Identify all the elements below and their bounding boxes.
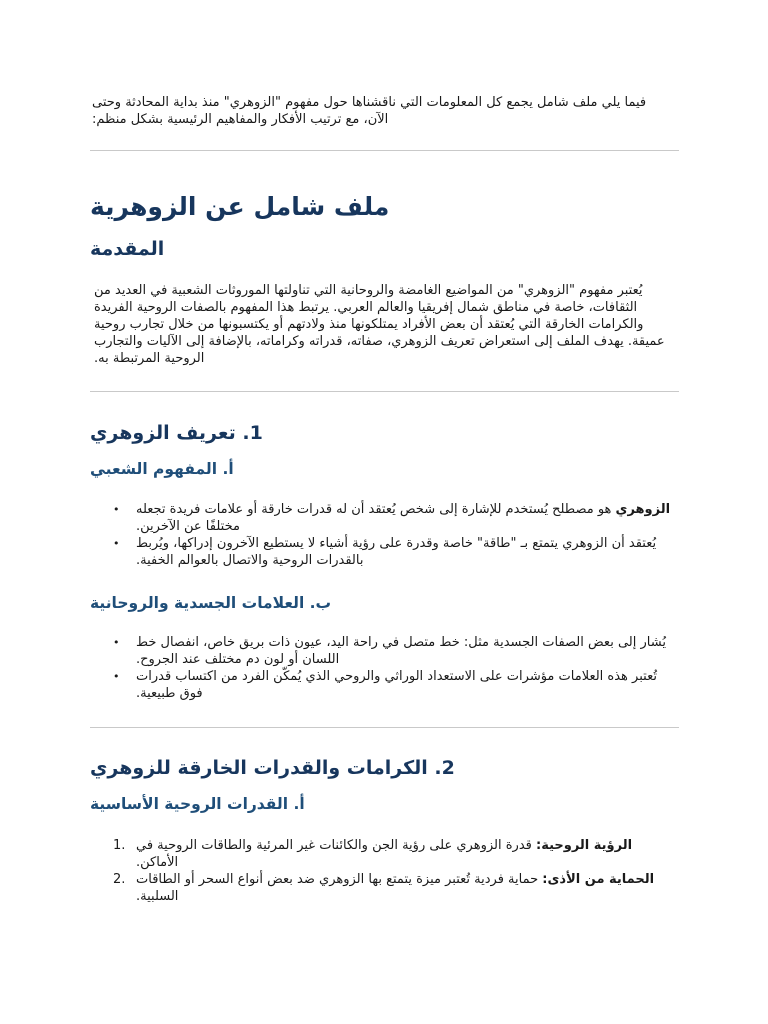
list-item-text bbox=[136, 668, 678, 702]
list-item-text bbox=[136, 535, 678, 569]
list-item-text bbox=[136, 871, 678, 905]
list-item-body: يُشار إلى بعض الصفات الجسدية مثل: خط متصل في راحة اليد، عيون ذات بريق خاص، انفصال خط اللسان أو لون دم مختلف عند الجروح. bbox=[136, 635, 666, 667]
divider bbox=[90, 391, 679, 392]
document-title: ملف شامل عن الزوهرية bbox=[90, 192, 390, 221]
bullet-icon: • bbox=[113, 636, 120, 649]
list-number: 1. bbox=[113, 838, 126, 853]
section-1b-list bbox=[113, 634, 678, 702]
section-2-heading: 2. الكرامات والقدرات الخارقة للزوهري bbox=[90, 757, 455, 779]
divider bbox=[90, 727, 679, 728]
list-item-body: هو مصطلح يُستخدم للإشارة إلى شخص يُعتقد أن له قدرات خارقة أو علامات فريدة تجعله مختلفًا عن الآخرين. bbox=[136, 502, 616, 534]
bullet-icon: • bbox=[113, 537, 120, 550]
list-item-text bbox=[136, 501, 678, 535]
section-1a-list bbox=[113, 501, 678, 569]
section-2a-heading: أ. القدرات الروحية الأساسية bbox=[90, 795, 305, 813]
section-1-heading: 1. تعريف الزوهري bbox=[90, 422, 263, 444]
list-item-bold: الزوهري bbox=[615, 502, 671, 517]
section-2a-list bbox=[113, 837, 678, 905]
list-item-bold: الحماية من الأذى: bbox=[542, 872, 655, 887]
introduction-heading: المقدمة bbox=[90, 238, 165, 260]
list-number: 2. bbox=[113, 872, 126, 887]
divider bbox=[90, 150, 679, 151]
list-item bbox=[113, 871, 678, 905]
list-item-body: تُعتبر هذه العلامات مؤشرات على الاستعداد الوراثي والروحي الذي يُمكّن الفرد من اكتساب قدرات فوق طبيعية. bbox=[136, 669, 657, 701]
list-item-text bbox=[136, 837, 678, 871]
list-item bbox=[113, 535, 678, 569]
list-item bbox=[113, 837, 678, 871]
list-item bbox=[113, 668, 678, 702]
introduction-paragraph: يُعتبر مفهوم "الزوهري" من المواضيع الغامضة والروحانية التي تناولتها الموروثات الشعبية في العديد من الثقافات، خاصة في مناطق شمال إفريقيا والعالم العربي. يرتبط هذا المفهوم بالصفات الروحية الفريدة والكرامات الخارقة التي يُعتقد أن بعض الأفراد يمتلكونها منذ ولادتهم أو يكتسبونها من خلال تجارب روحية عميقة. يهدف الملف إلى استعراض تعريف الزوهري، صفاته، قدراته وكراماته، بالإضافة إلى الآليات والتجارب الروحية المرتبطة به. bbox=[94, 283, 665, 366]
list-item bbox=[113, 634, 678, 668]
section-1a-heading: أ. المفهوم الشعبي bbox=[90, 460, 234, 478]
list-item-text bbox=[136, 634, 678, 668]
list-item-body: يُعتقد أن الزوهري يتمتع بـ "طاقة" خاصة وقدرة على رؤية أشياء لا يستطيع الآخرون إدراكها، ويُربط بالقدرات الروحية والاتصال بالعوالم الخفية. bbox=[136, 536, 657, 568]
list-item-body: حماية فردية تُعتبر ميزة يتمتع بها الزوهري ضد بعض أنواع السحر أو الطاقات السلبية. bbox=[136, 872, 543, 904]
list-item bbox=[113, 501, 678, 535]
bullet-icon: • bbox=[113, 503, 120, 516]
list-item-body: قدرة الزوهري على رؤية الجن والكائنات غير المرئية والطاقات الروحية في الأماكن. bbox=[136, 838, 536, 870]
section-1b-heading: ب. العلامات الجسدية والروحانية bbox=[90, 594, 332, 612]
bullet-icon: • bbox=[113, 670, 120, 683]
intro-paragraph: فيما يلي ملف شامل يجمع كل المعلومات التي ناقشناها حول مفهوم "الزوهري" منذ بداية المحادثة وحتى الآن، مع ترتيب الأفكار والمفاهيم الرئيسية بشكل منظم: bbox=[92, 95, 647, 127]
list-item-bold: الرؤية الروحية: bbox=[536, 838, 633, 853]
